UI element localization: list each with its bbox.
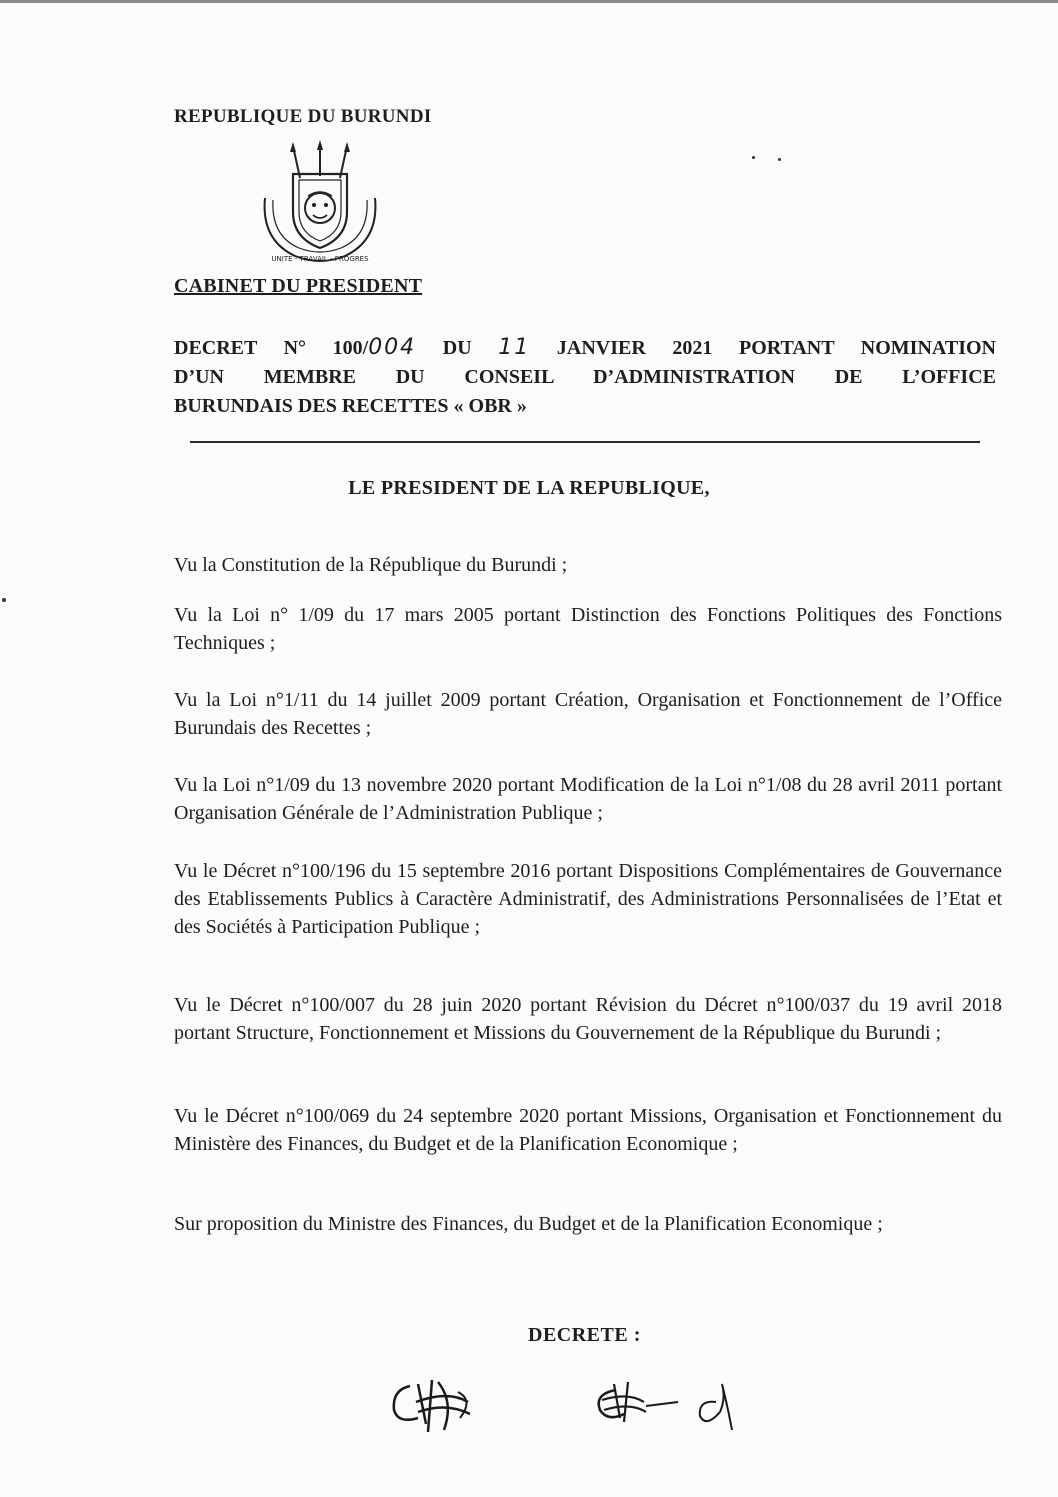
considerant-loi-2009: Vu la Loi n°1/11 du 14 juillet 2009 portant Création, Organisation et Fonctionnement de l’Office Burundais des Recettes ; <box>174 689 1002 739</box>
considerant-proposition: Sur proposition du Ministre des Finances, du Budget et de la Planification Economique ; <box>174 1213 883 1235</box>
decree-day-handwritten: 11 <box>498 335 531 360</box>
president-heading: LE PRESIDENT DE LA REPUBLIQUE, <box>348 477 710 499</box>
decree-prefix: DECRET N° 100/ <box>174 337 369 359</box>
decree-title <box>174 333 996 421</box>
considerant-loi-2020: Vu la Loi n°1/09 du 13 novembre 2020 portant Modification de la Loi n°1/08 du 28 avril 2011 portant Organisation Générale de l’Administration Publique ; <box>174 774 1002 824</box>
decree-title-line-3: BURUNDAIS DES RECETTES « OBR » <box>174 395 527 417</box>
decree-title-line-2: D’UN MEMBRE DU CONSEIL D’ADMINISTRATION DE L’OFFICE <box>174 366 996 388</box>
considerant-decret-2020-revision: Vu le Décret n°100/007 du 28 juin 2020 portant Révision du Décret n°100/037 du 19 avril 2018 portant Structure, Fonctionnement et Missions du Gouvernement de la République du Burundi ; <box>174 994 1002 1044</box>
title-divider <box>190 441 980 443</box>
considerant-loi-2005: Vu la Loi n° 1/09 du 17 mars 2005 portant Distinction des Fonctions Politiques des Fonctions Techniques ; <box>174 604 1002 654</box>
scan-speck <box>2 598 6 602</box>
decree-title-line-1 <box>174 333 996 363</box>
initials-signatures <box>388 1372 768 1442</box>
scan-speck <box>778 158 781 161</box>
emblem-motto: UNITE - TRAVAIL - PROGRES <box>271 255 369 263</box>
cabinet-header: CABINET DU PRESIDENT <box>174 275 423 297</box>
decree-title-rest: JANVIER 2021 PORTANT NOMINATION <box>530 337 996 359</box>
scan-speck <box>752 156 755 159</box>
decree-number-handwritten: 004 <box>368 335 417 360</box>
considerant-constitution: Vu la Constitution de la République du Burundi ; <box>174 554 568 576</box>
republic-header: REPUBLIQUE DU BURUNDI <box>174 106 432 127</box>
decree-du: DU <box>416 337 499 359</box>
scan-edge <box>0 0 1058 3</box>
considerant-decret-2016: Vu le Décret n°100/196 du 15 septembre 2016 portant Dispositions Complémentaires de Gouvernance des Etablissements Publics à Caractère Administratif, des Administrations Personnalisées de l’Etat et des Sociétés à Participation Publique ; <box>174 860 1002 938</box>
coat-of-arms-emblem <box>255 140 385 265</box>
considerant-decret-2020-missions: Vu le Décret n°100/069 du 24 septembre 2020 portant Missions, Organisation et Fonctionnement du Ministère des Finances, du Budget et de la Planification Economique ; <box>174 1105 1002 1155</box>
decrete-heading: DECRETE : <box>528 1324 641 1346</box>
